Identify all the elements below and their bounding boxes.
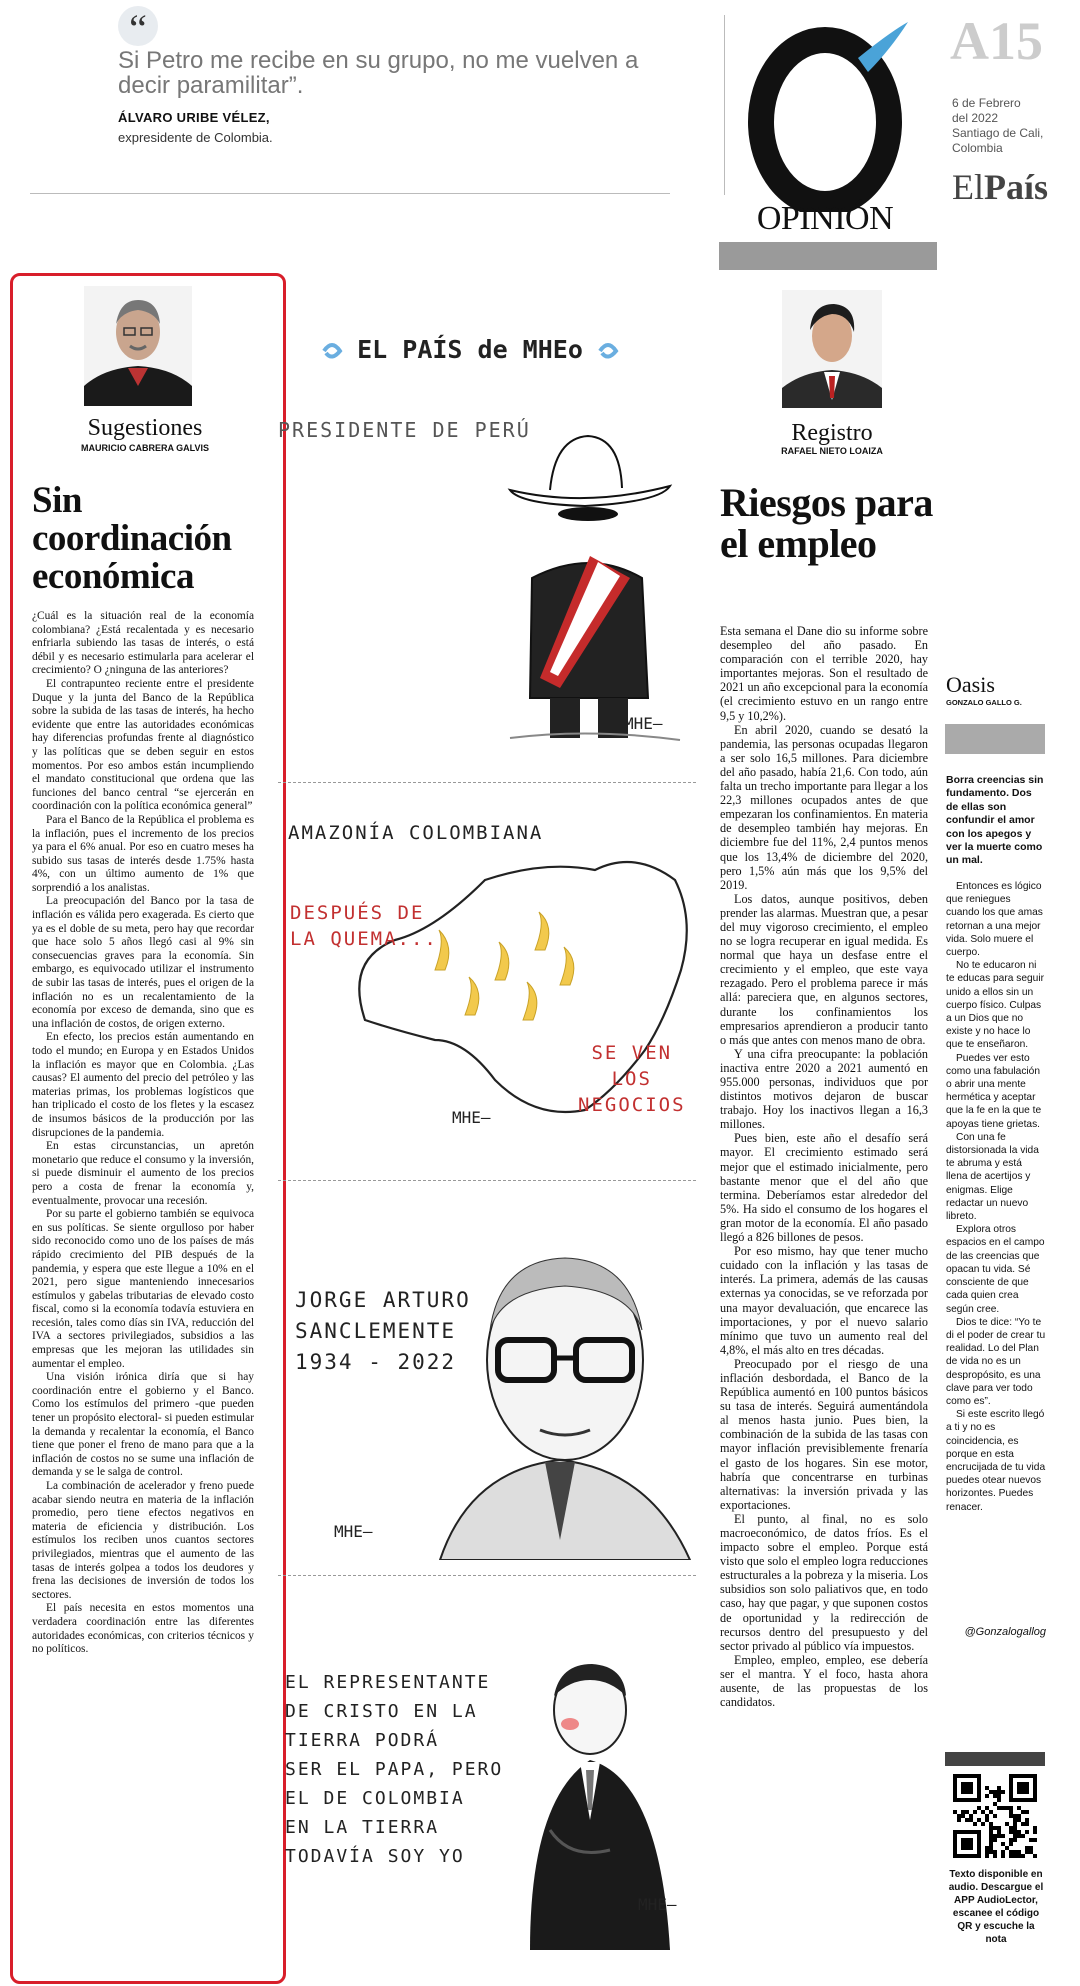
article-paragraph: El país necesita en estos momentos una verdadera coordinación entre las diferentes autoridades económicas, con criterios técnicos y no políticos. — [32, 1602, 254, 1656]
article-paragraph: Empleo, empleo, empleo, ese debería ser el mantra. Y el foco, hasta ahora ausente, de las propuestas de los candidatos. — [720, 1652, 928, 1710]
article-paragraph: Los datos, aunque positivos, deben prender las alarmas. Muestran que, a pesar del muy vigoroso crecimiento, el empleo no se logra recuperar en igual medida. Es normal que haya un desfase entre el crecimiento y el empleo, que este vaya rezagado. Pero el problema parece ir más allá: pareciera que, en algunos sectores, durante los confinamientos los empresarios aprendieron a producir tanto o más que antes con menos mano de obra. — [720, 891, 928, 1047]
cartoon-caption — [285, 1668, 503, 1871]
caption-line: JORGE ARTURO — [295, 1288, 471, 1312]
article-paragraph: La preocupación del Banco por la tasa de inflación es válida pero exagerada. Es cierto que ya es el doble de su meta, pero hay que recordar que hace solo 5 años llegó casi al 9% sin consecuencias graves para la economía. Sin embargo, es equivocado utilizar el instrumento de subir las tasas de interés, pues el origen de la inflación no es un recalentamiento de la economía por exceso de demanda, sino que es una inflación de costos, de origen externo. — [32, 895, 254, 1030]
article-paragraph: Y una cifra preocupante: la población inactiva entre 2020 a 2021 aumentó en 955.000 personas, individuos que por distintos motivos dejaron de buscar trabajo. Hoy los inactivos llegan a 16,3 millones. — [720, 1046, 928, 1132]
oasis-paragraph: Entonces es lógico que reniegues cuando los que amas retornan a una mejor vida. Solo muere el cuerpo. — [946, 881, 1043, 959]
quote-author-role: expresidente de Colombia. — [118, 130, 273, 145]
audio-dark-bar — [945, 1752, 1045, 1766]
caption-line: 1934 - 2022 — [295, 1350, 457, 1374]
caption-line: DE CRISTO EN LA — [285, 1701, 478, 1722]
cartoon-peru-president — [470, 428, 700, 758]
caption-line: NEGOCIOS — [578, 1094, 686, 1116]
featured-quote: Si Petro me recibe en su grupo, no me vuelven a decir paramilitar”. — [118, 47, 639, 99]
newspaper-brand — [952, 166, 1048, 208]
author-portrait — [84, 286, 192, 406]
author-portrait — [782, 290, 882, 408]
article-paragraph: Una visión irónica diría que si hay coordinación entre el gobierno y el Banco. Como los estímulos del primero -que pueden tener un propósito electoral- si pueden estimular la demanda y recalentar la economía, el Banco tiene que poner el freno de mano para que a la inflación de costos no se sume una inflación de demanda y se le salga de control. — [32, 1371, 254, 1479]
cartoon-caption: AMAZONÍA COLOMBIANA — [288, 822, 544, 844]
page-number: A15 — [950, 11, 1043, 71]
oasis-paragraph: Si este escrito llegó a ti y no es coincidencia, es porque en esta encrucijada de tu vida puedes otear nuevos horizontes. Puedes renacer. — [946, 1409, 1046, 1513]
cartoon-red-caption — [290, 900, 438, 952]
date-line: Santiago de Cali, — [952, 126, 1044, 140]
caption-line: TODAVÍA SOY YO — [285, 1846, 465, 1867]
caption-line: LA QUEMA... — [290, 928, 438, 950]
oasis-body — [946, 880, 1046, 1514]
cartoon-section-header — [320, 325, 620, 373]
cartoon-signature: MHE— — [334, 1522, 373, 1541]
column-name: Sugestiones — [87, 415, 203, 441]
cartoon-signature: MHE— — [624, 714, 663, 733]
article-paragraph: El contrapunteo reciente entre el presidente Duque y la junta del Banco de la República sobre la subida de las tasas de interés, ha hecho evidente que entre las autoridades económicas hay diferencias profundas frente al diagnóstico y las políticas que se deben seguir en estos momentos. Por eso ambos están incumpliendo el mandato constitucional que ordena que las funciones del banco central “se ejercerán en coordinación con la política económica general” — [32, 677, 254, 813]
column-author: RAFAEL NIETO LOAIZA — [781, 446, 883, 456]
header-divider — [724, 15, 725, 195]
article-paragraph: El punto, al final, no es solo macroeconómico, de datos fríos. Es el impacto sobre el empleo. Porque está visto que solo el empleo logra reducciones estructurales a la pobreza y la miseria. Los subsidios son solo paliativos que, en todo caso, hay que pagar, y que suponen costos de oportunidad y la redirección de recursos dentro del presupuesto y del sector privado al público vía impuestos. — [720, 1511, 928, 1653]
caption-line: EL REPRESENTANTE — [285, 1672, 491, 1693]
article-paragraph: Por su parte el gobierno también se equivoca en sus políticas. Se siente orgulloso por haber sido reconocido como uno de los países de más rápido crecimiento del PIB después de la pandemia, y espera que este llegue a 10% en el 2021, pero sigue manteniendo innecesarios estímulos y gabelas tributarias de elevado costo fiscal, como si la economía todavía estuviera en recesión, tales como días sin IVA, reducción del IVA a sectores privilegiados, subsidios a las empresas que les mejoran las utilidades sin aumentar el empleo. — [32, 1208, 254, 1370]
article-paragraph: Preocupado por el riesgo de una inflación desbordada, el Banco de la República aumentó en 100 puntos básicos su tasa de interés. Seguirá aumentándola al menos hasta junio. Pues bien, la combinación de la subida de las tasas con mayor inflación previsiblemente frenaría el gasto de los hogares. Sin ese motor, habría que concentrarse en turbinas alternativas: la inversión privada y las exportaciones. — [720, 1356, 928, 1512]
article-paragraph: Esta semana el Dane dio su informe sobre desempleo del año pasado. En comparación con el terrible 2020, hay importantes mejoras. Son el resultado de 2021 un año excepcional para la economía (el crecimiento estuvo en un rango entre 9,5 y 10,2%). — [720, 624, 928, 723]
oasis-paragraph: Dios te dice: “Yo te di el poder de crear tu realidad. Lo del Plan de vida no es un despropósito, es una clave para ver todo como es”. — [946, 1316, 1046, 1407]
cartoon-separator — [278, 782, 696, 783]
cartoon-portrait-sanclemente — [430, 1240, 700, 1560]
oasis-author: GONZALO GALLO G. — [946, 698, 1022, 707]
caption-line: SE VEN — [591, 1042, 673, 1064]
oasis-handle[interactable]: @Gonzalogallog — [964, 1626, 1046, 1638]
cartoon-header-title: EL PAÍS de MHEo — [357, 335, 583, 364]
opinion-logo-icon — [740, 22, 910, 212]
brand-first: El — [952, 167, 984, 207]
section-name: OPINIÓN — [756, 200, 894, 237]
article-headline: Riesgos para el empleo — [720, 480, 933, 566]
oasis-paragraph: Con una fe distorsionada la vida te abruma y está llena de acertijos y enigmas. Elige redactar un nuevo libreto. — [946, 1131, 1039, 1223]
article-headline: Sin coordinación económica — [32, 480, 232, 597]
article-body — [32, 610, 254, 1657]
column-author: MAURICIO CABRERA GALVIS — [81, 443, 209, 453]
oasis-gray-bar — [945, 724, 1045, 754]
cartoon-separator — [278, 1180, 696, 1181]
caption-line: DESPUÉS DE — [290, 902, 425, 924]
brand-second: País — [984, 167, 1049, 207]
article-paragraph: En abril 2020, cuando se desató la pandemia, las personas ocupadas llegaron a ser solo 16,5 millones. Para diciembre del año pasado, había 21,6. Con todo, aún falta un trecho importante para llegar a los 22,3 millones ocupados antes de que empezaran los confinamientos. En materia de desempleo también hay mejoras. En diciembre fue del 11%, 2,4 puntos menos que los 13,4% de diciembre del 2020, pero 1,5% aún más que los 9,5% del 2019. — [720, 722, 928, 892]
cartoon-red-caption — [578, 1040, 686, 1118]
article-paragraph: La combinación de acelerador y freno puede acabar siendo neutra en materia de la inflación promedio, pero tiene efectos negativos en materia de eficiencia y distribución. Los estímulos los reciben unos cuantos sectores privilegiados, mientras que el aumento de las tasas de interés golpea a todos los deudores y frena las decisiones de inversión de todos los sectores. — [32, 1480, 254, 1601]
qr-code-icon[interactable] — [953, 1774, 1037, 1858]
article-body — [720, 624, 928, 1709]
quote-mark-icon: “ — [118, 6, 158, 46]
oasis-title: Oasis — [946, 672, 995, 697]
oasis-lead: Borra creencias sin fundamento. Dos de ellas son confundir el amor con los apegos y ver la muerte como un mal. — [946, 774, 1044, 867]
date-info — [952, 96, 1062, 156]
date-line: del 2022 — [952, 111, 999, 125]
caption-line: SER EL PAPA, PERO — [285, 1759, 504, 1780]
cartoon-signature: MHE— — [638, 1895, 677, 1914]
audio-note: Texto disponible en audio. Descargue el APP AudioLector, escanee el código QR y escuche la nota — [948, 1869, 1044, 1945]
date-line: Colombia — [952, 141, 1003, 155]
caption-line: LOS — [611, 1068, 652, 1090]
caption-line: EL DE COLOMBIA — [285, 1788, 465, 1809]
caption-line: EN LA TIERRA — [285, 1817, 440, 1838]
article-paragraph: ¿Cuál es la situación real de la economía colombiana? ¿Está recalentada y es necesario enfriarla subiendo las tasas de interés, o está débil y es necesario estimularla para acelerar el crecimiento? O ¿ninguna de las anteriores? — [32, 610, 254, 677]
date-line: 6 de Febrero — [952, 96, 1021, 110]
cartoon-separator — [278, 1575, 696, 1576]
article-paragraph: Por eso mismo, hay que tener mucho cuidado con la inflación y las tasas de interés. La primera, además de las causas externas ya conocidas, se ve reforzada por una mayor devaluación, que encarece las importaciones, y por el nuevo salario mínimo que tuvo un aumento real del 4,8%, el más alto en tres décadas. — [720, 1244, 928, 1357]
cartoon-caption: PRESIDENTE DE PERÚ — [278, 418, 531, 442]
cartoon-signature: MHE— — [452, 1108, 491, 1127]
column-name: Registro — [791, 420, 873, 446]
quote-author: ÁLVARO URIBE VÉLEZ, — [118, 110, 270, 125]
article-paragraph: En efecto, los precios están aumentando en todo el mundo; en Europa y en Estados Unidos la inflación es mayor que en Colombia. ¿Las causas? El aumento del precio del petróleo y las materias primas, los problemas logísticos que han triplicado el costo de los fletes y la escasez de insumos básicos de la producción por las disrupciones de la pandemia. — [32, 1031, 254, 1139]
article-paragraph: Pues bien, este año el desafío será mayor. El crecimiento estimado será mejor que el estimado inicialmente, pero bastante menor que el del año que termina. Deberíamos estar alrededor del 5%. Ha sido el consumo de los hogares el gran motor de la economía. El año pasado llegó a 826 billones de pesos. — [720, 1131, 928, 1245]
caption-line: TIERRA PODRÁ — [285, 1730, 440, 1751]
article-paragraph: Para el Banco de la República el problema es la inflación, pues el incremento de los precios ya para el 6% anual. Por eso en cuatro meses ha subido sus tasas de interés desde 1.75% hasta 4%, con un último aumento de 1% que sorprendió a los analistas. — [32, 813, 254, 894]
caption-line: SANCLEMENTE — [295, 1319, 457, 1343]
oasis-paragraph: No te educaron ni te educas para seguir unido a ellos sin un cuerpo físico. Culpas a un Dios que no existe y no hace lo que te enseñaron. — [946, 960, 1044, 1051]
article-paragraph: En estas circunstancias, un apretón monetario que reduce el consumo y la inversión, si puede disminuir el aumento de los precios pero a costa de frenar la economía y, eventualmente, provocar una recesión. — [32, 1140, 254, 1207]
section-gray-bar — [719, 242, 937, 270]
oasis-paragraph: Explora otros espacios en el campo de las creencias que opacan tu vida. Sé consciente de que cada quien crea según cree. — [946, 1224, 1045, 1315]
oasis-paragraph: Puedes ver esto como una fabulación o abrir una mente hermética y aceptar que la fe en la que te apoyas tiene grietas. — [946, 1052, 1042, 1130]
